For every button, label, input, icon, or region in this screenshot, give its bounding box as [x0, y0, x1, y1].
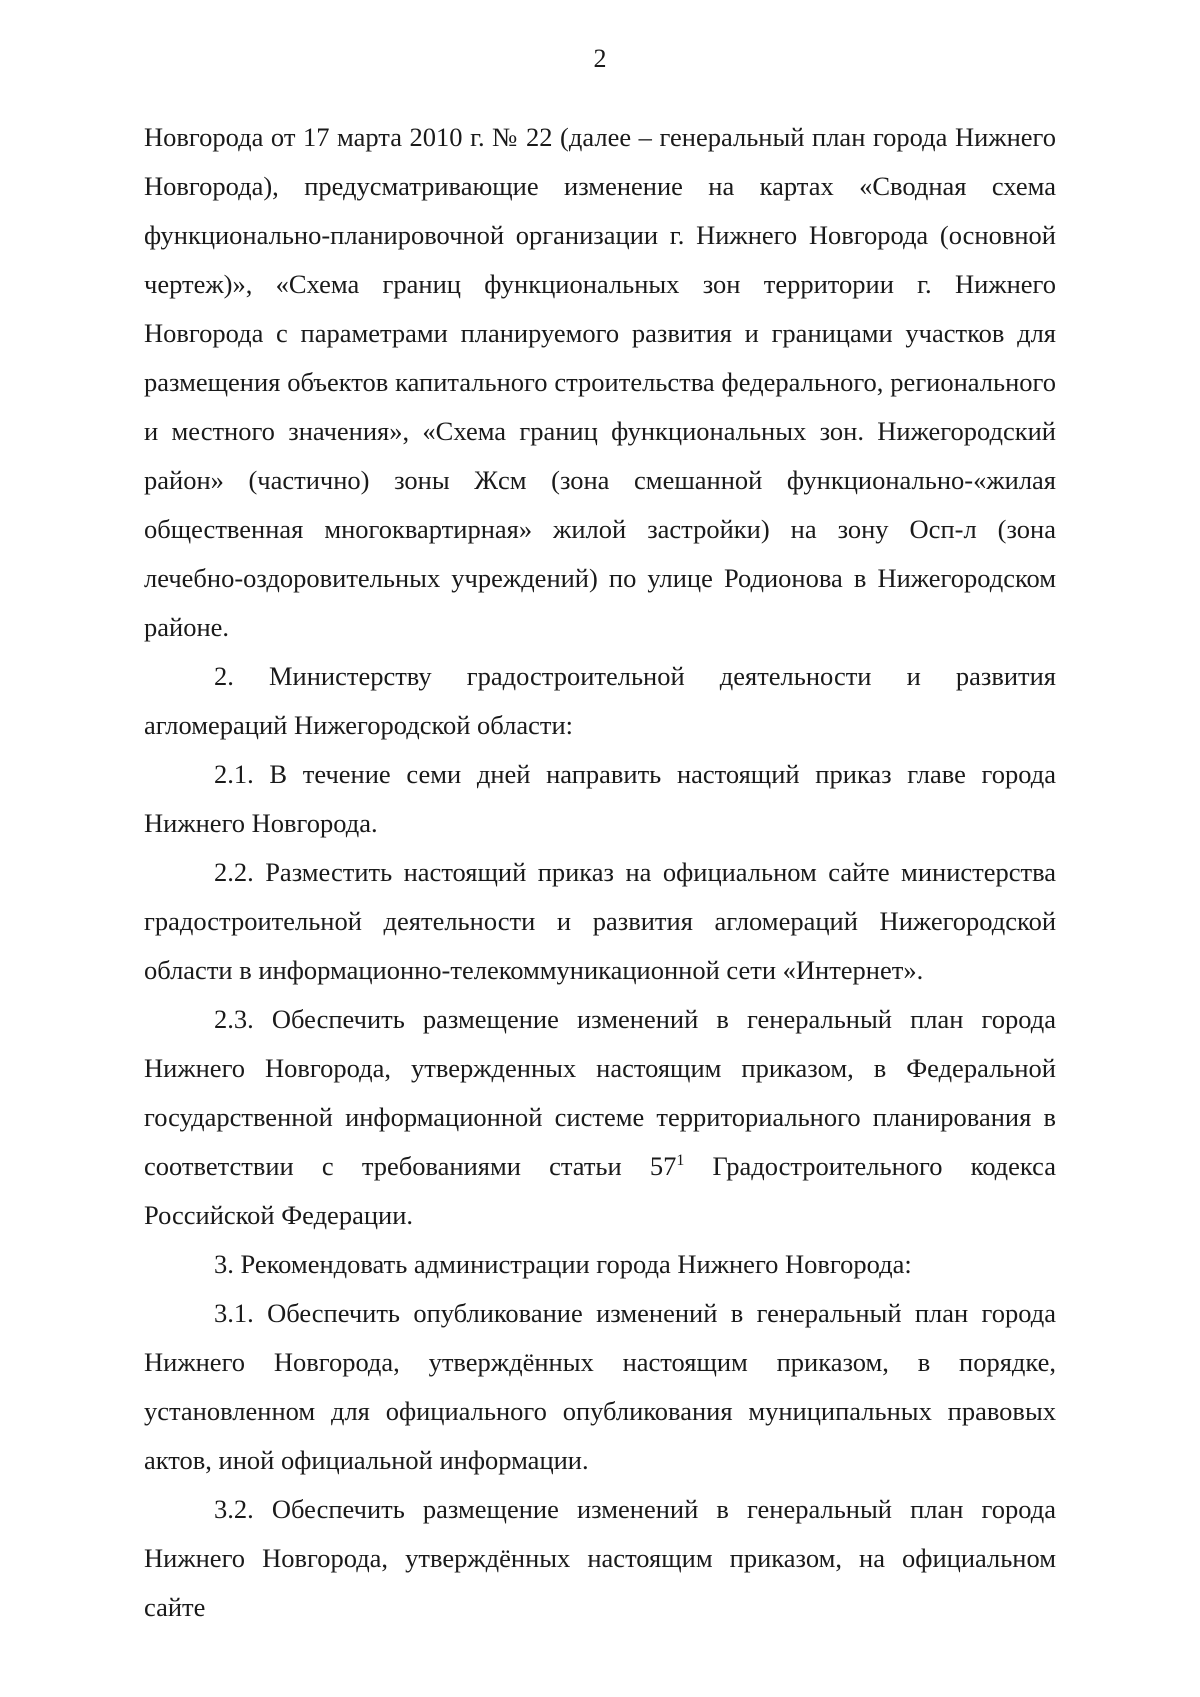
paragraph-item-2-3-text: 2.3. Обеспечить размещение изменений в генеральный план города Нижнего Новгорода, утвержденных настоящим приказом, в Федеральной государственной информационной системе территориального планирования в соответствии с требованиями статьи 57 — [144, 1004, 1056, 1181]
paragraph-item-2-1: 2.1. В течение семи дней направить настоящий приказ главе города Нижнего Новгорода. — [144, 759, 1056, 838]
page-number: 2 — [593, 44, 607, 73]
paragraph-item-2: 2. Министерству градостроительной деятельности и развития агломераций Нижегородской области: — [144, 661, 1056, 740]
document-body — [144, 113, 1056, 1632]
paragraph-item-2-3-text-end: Градостроительного кодекса Российской Федерации. — [144, 1151, 1056, 1230]
paragraph-item-2-3 — [144, 995, 1056, 1240]
paragraph-item-3-2: 3.2. Обеспечить размещение изменений в генеральный план города Нижнего Новгорода, утверждённых настоящим приказом, на официальном сайте — [144, 1494, 1056, 1622]
paragraph-item-3: 3. Рекомендовать администрации города Нижнего Новгорода: — [214, 1249, 912, 1279]
paragraph-item-2-2: 2.2. Разместить настоящий приказ на официальном сайте министерства градостроительной деятельности и развития агломераций Нижегородской области в информационно-телекоммуникационной сети «Интернет». — [144, 857, 1056, 985]
paragraph-item-3-1: 3.1. Обеспечить опубликование изменений в генеральный план города Нижнего Новгорода, утверждённых настоящим приказом, в порядке, установленном для официального опубликования муниципальных правовых актов, иной официальной информации. — [144, 1298, 1056, 1475]
paragraph-general-plan-changes: Новгорода от 17 марта 2010 г. № 22 (далее – генеральный план города Нижнего Новгорода), предусматривающие изменение на картах «Сводная схема функционально-планировочной организации г. Нижнего Новгорода (основной чертеж)», «Схема границ функциональных зон территории г. Нижнего Новгорода с параметрами планируемого развития и границами участков для размещения объектов капитального строительства федерального, регионального и местного значения», «Схема границ функциональных зон. Нижегородский район» (частично) зоны Жсм (зона смешанной функционально-«жилая общественная многоквартирная» жилой застройки) на зону Осп-л (зона лечебно-оздоровительных учреждений) по улице Родионова в Нижегородском районе. — [144, 122, 1056, 642]
superscript-article-number: 1 — [676, 1152, 685, 1169]
